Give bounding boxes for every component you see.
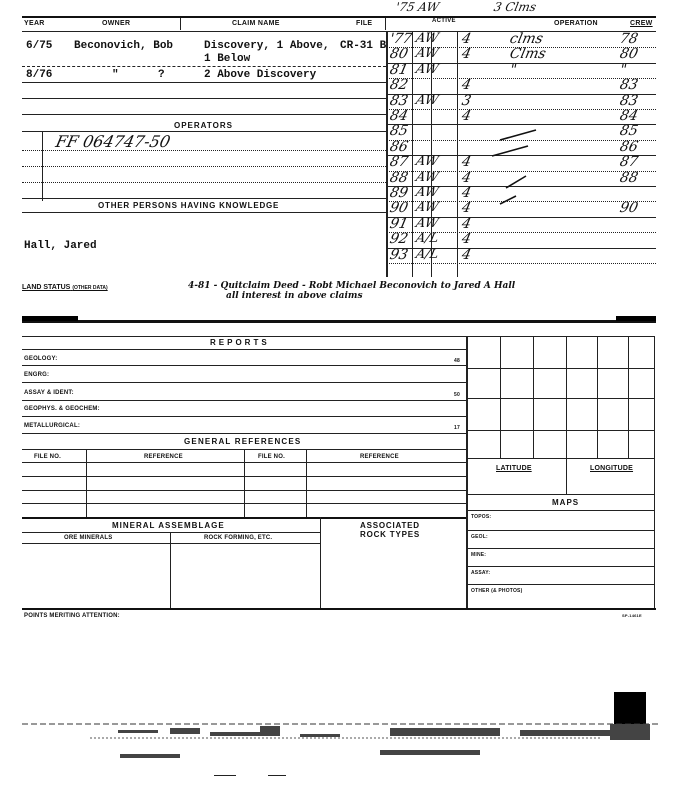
row-rule	[22, 517, 466, 519]
log-year: 90	[388, 200, 410, 217]
ref-col-header: FILE NO.	[34, 454, 61, 460]
row-rule	[22, 416, 466, 417]
row-rule	[22, 349, 466, 350]
heavy-rule	[22, 320, 656, 323]
log-year: 89	[388, 185, 410, 201]
log-crew: 85	[618, 123, 640, 140]
log-crew: 78	[618, 31, 640, 47]
log-note: clms	[508, 31, 545, 47]
col-sep	[170, 532, 171, 608]
ref-col-header: REFERENCE	[144, 454, 183, 460]
operators-entry: FF 064747-50	[53, 132, 173, 151]
row-rule	[22, 382, 466, 383]
log-count: 4	[460, 31, 473, 47]
claim-name-header: CLAIM NAME	[232, 20, 280, 27]
log-year: '77	[388, 31, 414, 47]
latitude-label: LATITUDE	[496, 465, 532, 472]
report-num: 17	[454, 425, 460, 431]
grid-line	[466, 584, 654, 585]
log-crew: 83	[618, 92, 640, 109]
log-count: 3	[460, 92, 473, 109]
report-label: ASSAY & IDENT:	[24, 390, 74, 396]
points-meriting-label: POINTS MERITING ATTENTION:	[24, 613, 120, 619]
ref-col-header: FILE NO.	[258, 454, 285, 460]
log-status: AW	[414, 154, 440, 170]
knowledge-entry: Hall, Jared	[24, 240, 97, 252]
log-status: A/L	[414, 231, 441, 247]
file-header: FILE	[356, 20, 373, 27]
grid-line	[466, 548, 654, 549]
year-header: YEAR	[24, 20, 45, 27]
log-count: 4	[460, 185, 473, 201]
claim-owner: Beconovich, Bob	[74, 40, 174, 52]
active-header: ACTIVE	[432, 18, 456, 24]
row-rule	[22, 503, 466, 504]
maps-title: MAPS	[552, 498, 580, 507]
scan-noise-band	[0, 716, 678, 776]
log-status: AW	[414, 31, 440, 46]
report-label: METALLURGICAL:	[24, 423, 81, 429]
grid-line	[466, 458, 654, 459]
log-crew: 83	[618, 77, 640, 94]
log-count: 4	[460, 169, 473, 186]
ref-col-header: REFERENCE	[360, 454, 399, 460]
report-num: 50	[454, 392, 460, 398]
log-count: 4	[460, 215, 473, 232]
grid-line	[466, 368, 654, 369]
log-year: 91	[388, 215, 410, 232]
log-note: Clms	[508, 46, 548, 63]
row-rule	[22, 462, 466, 463]
grid-line	[466, 398, 654, 399]
log-crew: 84	[618, 108, 640, 124]
crew-header: CREW	[630, 20, 653, 27]
log-count: 4	[460, 46, 473, 63]
ore-minerals-header: ORE MINERALS	[64, 535, 113, 541]
col-sep	[86, 449, 87, 517]
log-crew: 88	[618, 169, 640, 186]
log-crew: 86	[618, 138, 640, 155]
log-crew: 90	[618, 200, 640, 217]
log-year: 84	[388, 108, 410, 124]
log-year: 80	[388, 46, 410, 63]
scan-blotch	[616, 316, 656, 321]
reports-title: REPORTS	[210, 338, 270, 347]
log-count: 4	[460, 77, 473, 94]
report-label: GEOPHYS. & GEOCHEM:	[24, 406, 100, 412]
land-status-sub: (OTHER DATA)	[72, 285, 108, 291]
log-year: 81	[388, 61, 410, 78]
claim-name: Discovery, 1 Above,	[204, 40, 330, 52]
right-panel-border	[466, 336, 468, 608]
operation-header: OPERATION	[554, 20, 598, 27]
grid-line	[500, 336, 501, 458]
rock-types-header: ROCK TYPES	[360, 530, 421, 539]
associated-header: ASSOCIATED	[360, 521, 420, 530]
log-status: AW	[414, 46, 440, 62]
claim-name: 1 Below	[204, 53, 251, 65]
land-status-label: LAND STATUS	[22, 284, 71, 291]
handwritten-top-left: '75 AW	[394, 0, 441, 14]
log-status: AW	[414, 169, 440, 185]
claim-name: 2 Above Discovery	[204, 69, 317, 81]
log-count: 4	[460, 231, 473, 248]
claim-year: 8/76	[26, 69, 53, 81]
grid-line	[597, 336, 598, 458]
mineral-title: MINERAL ASSEMBLAGE	[112, 521, 225, 530]
grid-line	[566, 458, 567, 494]
maps-row: GEOL:	[471, 534, 488, 540]
grid-line	[628, 336, 629, 458]
row-rule	[22, 532, 320, 533]
log-tick-marks	[0, 0, 678, 300]
maps-row: TOPOS:	[471, 514, 492, 520]
claim-owner: "	[112, 69, 119, 81]
longitude-label: LONGITUDE	[590, 465, 634, 472]
grid-line	[466, 530, 654, 531]
knowledge-title: OTHER PERSONS HAVING KNOWLEDGE	[98, 201, 280, 210]
right-panel-border	[654, 336, 655, 608]
row-rule	[22, 365, 466, 366]
heavy-rule	[22, 608, 656, 610]
log-count: 4	[460, 246, 473, 263]
log-status: AW	[414, 215, 440, 231]
report-label: GEOLOGY:	[24, 356, 58, 362]
report-num: 48	[454, 358, 460, 364]
row-rule	[22, 433, 466, 434]
grid-rule	[466, 336, 654, 337]
report-label: ENGRG:	[24, 372, 50, 378]
row-rule	[22, 490, 466, 491]
grid-line	[533, 336, 534, 458]
log-crew: 80	[618, 46, 640, 63]
maps-row: OTHER (& PHOTOS)	[471, 588, 523, 594]
log-note: "	[508, 61, 519, 78]
general-refs-title: GENERAL REFERENCES	[184, 437, 302, 446]
claim-year: 6/75	[26, 40, 53, 52]
row-rule	[22, 336, 466, 337]
grid-line	[466, 494, 654, 495]
land-status-line1: 4-81 - Quitclaim Deed - Robt Michael Beconovich to Jared A Hall	[188, 281, 516, 291]
log-crew: "	[618, 61, 629, 78]
operators-title: OPERATORS	[174, 121, 233, 130]
log-count: 4	[460, 154, 473, 171]
row-rule	[22, 476, 466, 477]
grid-line	[466, 430, 654, 431]
log-status: AW	[414, 200, 440, 216]
log-crew: 87	[618, 154, 640, 171]
maps-row: MINE:	[471, 552, 487, 558]
log-count: 4	[460, 108, 473, 124]
land-status-label-group	[22, 284, 108, 291]
handwritten-top-right: 3 Clms	[492, 0, 538, 14]
log-count: 4	[460, 200, 473, 217]
row-rule	[22, 543, 320, 544]
col-sep	[306, 449, 307, 517]
log-year: 83	[388, 92, 410, 109]
log-status: A/L	[414, 246, 441, 262]
grid-line	[566, 336, 567, 458]
scan-blotch	[22, 316, 78, 321]
rock-forming-header: ROCK FORMING, ETC.	[204, 535, 273, 541]
col-sep	[320, 517, 321, 608]
log-year: 86	[388, 138, 410, 155]
claim-file: CR-31 B	[340, 40, 387, 52]
log-year: 92	[388, 231, 410, 248]
log-year: 88	[388, 169, 410, 186]
maps-row: ASSAY:	[471, 570, 491, 576]
log-year: 87	[388, 154, 410, 171]
claim-extra: ?	[158, 69, 165, 81]
log-status: AW	[414, 61, 440, 77]
owner-header: OWNER	[102, 20, 131, 27]
col-sep	[244, 449, 245, 517]
grid-line	[466, 510, 654, 511]
log-year: 93	[388, 246, 410, 263]
log-status: AW	[414, 185, 440, 200]
row-rule	[22, 400, 466, 401]
grid-line	[466, 566, 654, 567]
log-year: 85	[388, 123, 410, 140]
log-year: 82	[388, 77, 410, 94]
form-number: SP-1461E	[622, 613, 642, 618]
land-status-line2: all interest in above claims	[226, 291, 363, 301]
log-status: AW	[414, 92, 440, 108]
